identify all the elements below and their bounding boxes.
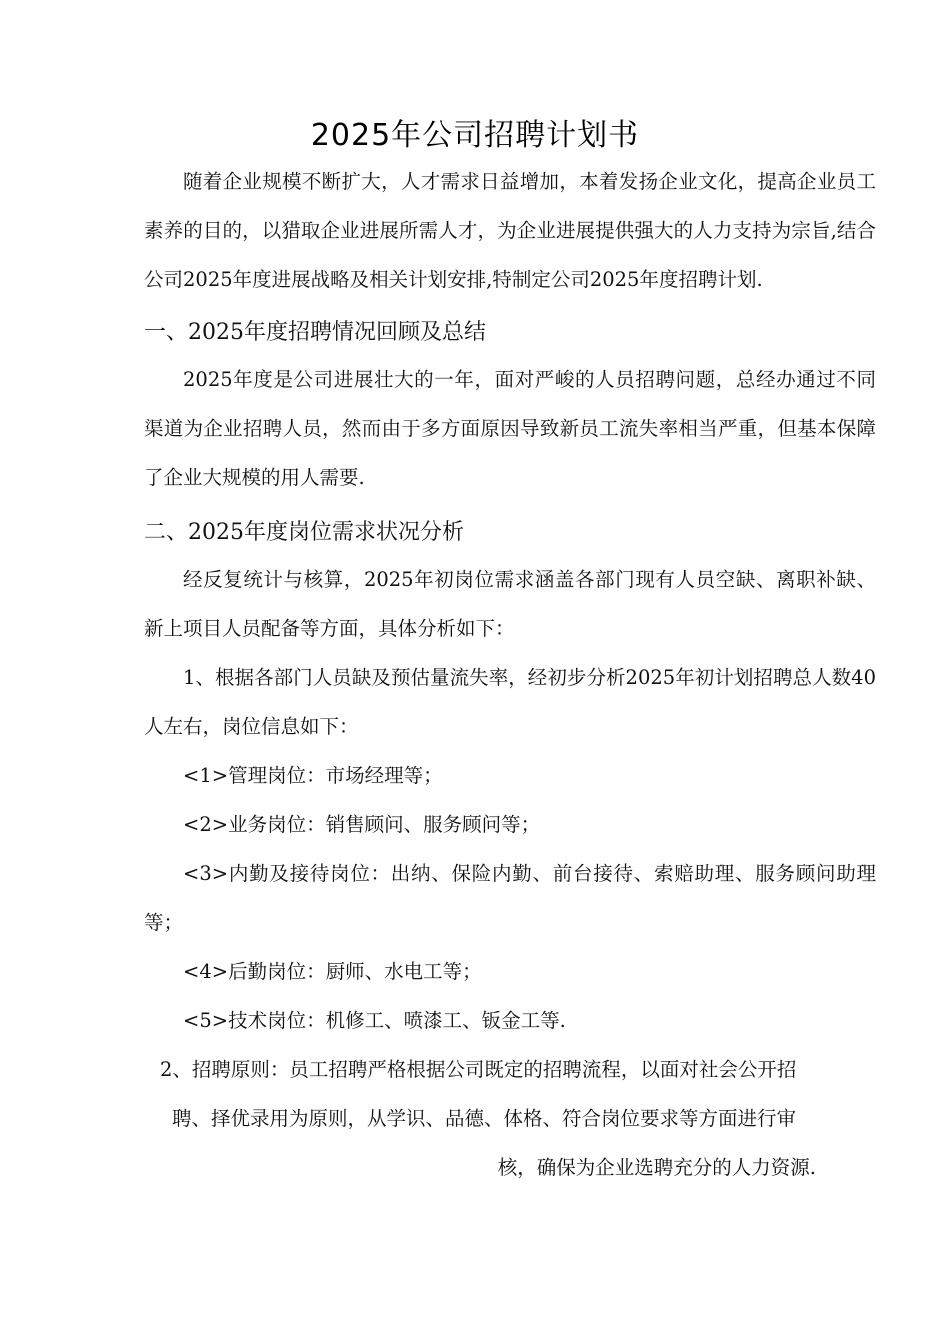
position-item: <1>管理岗位：市场经理等；: [183, 764, 443, 787]
position-item: <2>业务岗位：销售顾问、服务顾问等；: [183, 813, 541, 836]
positions-list: [144, 751, 876, 1045]
intro-paragraph: 随着企业规模不断扩大，人才需求日益增加，本着发扬企业文化，提高企业员工素养的目的，以猎取企业进展所需人才，为企业进展提供强大的人力支持为宗旨,结合公司2025年度进展战略及相关计划安排,特制定公司2025年度招聘计划.: [144, 170, 876, 291]
section2-heading: 二、2025年度岗位需求状况分析: [144, 520, 464, 545]
position-item: <5>技术岗位：机修工、喷漆工、钣金工等.: [183, 1009, 566, 1032]
position-item: <3>内勤及接待岗位：出纳、保险内勤、前台接待、索赔助理、服务顾问助理等；: [144, 862, 876, 934]
section2-point1-block: [144, 653, 876, 751]
section2-point2: [160, 1045, 816, 1192]
point2-line1: 2、招聘原则：员工招聘严格根据公司既定的招聘流程，以面对社会公开招: [160, 1058, 797, 1081]
section2-heading-block: [144, 518, 876, 548]
point2-line2: 聘、择优录用为原则，从学识、品德、体格、符合岗位要求等方面进行审: [172, 1107, 797, 1130]
section2-point1: 1、根据各部门人员缺及预估量流失率，经初步分析2025年初计划招聘总人数40人左右，岗位信息如下：: [144, 666, 876, 738]
section1-body-block: [144, 355, 876, 502]
section1-heading-block: [144, 318, 876, 348]
section1-body: 2025年度是公司进展壮大的一年，面对严峻的人员招聘问题，总经办通过不同渠道为企业招聘人员，然而由于多方面原因导致新员工流失率相当严重，但基本保障了企业大规模的用人需要.: [144, 368, 876, 489]
section1-heading: 一、2025年度招聘情况回顾及总结: [144, 320, 486, 345]
point2-line3: 核，确保为企业选聘充分的人力资源.: [497, 1156, 816, 1179]
document-title: 2025年公司招聘计划书: [310, 118, 640, 153]
section2-body: 经反复统计与核算，2025年初岗位需求涵盖各部门现有人员空缺、离职补缺、新上项目人员配备等方面，具体分析如下：: [144, 568, 876, 640]
section2-body-block: [144, 555, 876, 653]
intro-paragraph-block: [144, 157, 876, 304]
position-item: <4>后勤岗位：厨师、水电工等；: [183, 960, 482, 983]
